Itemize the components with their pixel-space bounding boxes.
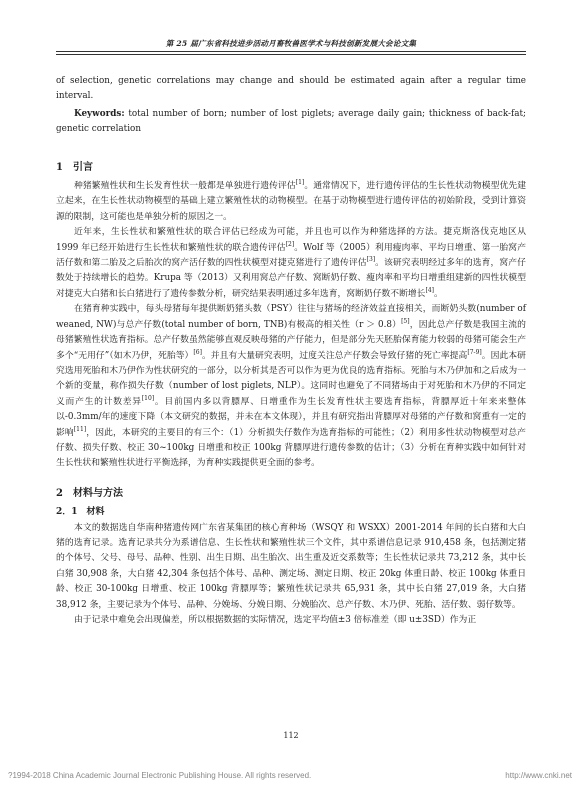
citation-marker: [2] xyxy=(285,240,295,248)
citation-marker: [1] xyxy=(295,179,305,187)
keywords-label: Keywords: xyxy=(74,108,125,119)
section-2-paragraph-2: 由于记录中难免会出现偏差，所以根据数据的实际情况，选定平均值±3 倍标准差（即 u±3SD）作为正 xyxy=(74,615,477,625)
keywords-text: total number of born; number of lost piglets; average daily gain; thickness of back-fat; genetic correlation xyxy=(56,108,526,135)
abstract-tail: of selection, genetic correlations may change and should be estimated again after a regular time interval. xyxy=(56,76,526,102)
running-header: 第 25 届广东省科技进步活动月畜牧兽医学术与科技创新发展大会论文集 xyxy=(165,39,417,48)
section-1-heading: 1 引言 xyxy=(56,161,93,173)
header-rule-thin xyxy=(56,54,526,55)
citation-marker: [5] xyxy=(401,317,410,325)
subsection-2-1-heading: 2．1 材料 xyxy=(56,507,105,518)
citation-marker: [11] xyxy=(73,425,87,433)
section-2-heading: 2 材料与方法 xyxy=(56,487,123,499)
citation-marker: [10] xyxy=(141,394,155,402)
section-1-paragraph-2: 近年来，生长性状和繁殖性状的联合评估已经成为可能，并且也可以作为种猪选择的方法。捷克斯洛伐克地区从 1999 年已经开始进行生长性状和繁殖性状的联合遗传评估[2]。Wolf 等（2005）利用瘦肉率、平均日增重、第一胎窝产活仔数和第二胎及之后胎次的窝产活仔数的四性状模型对捷克猪进行了遗传评估[3]。该研究表明经过多年的选育，窝产仔数处于持续增长的趋势。Krupa 等（2013）又利用窝总产仔数、窝断奶仔数、瘦肉率和平均日增重组建新的四性状模型对捷克大白猪和长白猪进行了遗传参数分析，研究结果表明通过多年选育，窝断奶仔数不断增长[4]。 xyxy=(56,227,526,299)
section-1-paragraph-1: 种猪繁殖性状和生长发育性状一般都是单独进行遗传评估[1]。通常情况下，进行遗传评估的生长性状动物模型优先建立起来，在生长性状动物模型的基础上建立繁殖性状的动物模型。在基于动物模型进行遗传评估的初始阶段，受到计算资源的限制，这可能也是单独分析的原因之一。 xyxy=(56,179,526,222)
page-number: 112 xyxy=(283,731,299,740)
section-2-paragraph-1: 本文的数据选自华南种猪遗传网广东省某集团的核心育种场（WSQY 和 WSXX）2001-2014 年间的长白猪和大白猪的选育记录。选育记录共分为系谱信息、生长性状和繁殖性状三个文件，其中系谱信息记录 910,458 条，包括测定猪的个体号、父号、母号、品种、性别、出生日期、出生胎次、出生重及近交系数等；生长性状记录共 73,212 条，其中长白猪 30,908 条，大白猪 42,304 条包括个体号、品种、测定场、测定日期、校正 20kg 体重日龄、校正 100kg 体重日龄、校正 30-100kg 日增重、校正 100kg 背膘厚等；繁殖性状记录共 65,931 条，其中长白猪 27,019 条，大白猪 38,912 条，主要记录为个体号、品种、分娩场、分娩日期、分娩胎次、总产仔数、木乃伊、死胎、活仔数、弱仔数等。 xyxy=(56,522,526,610)
citation-marker: [4] xyxy=(425,286,434,294)
footer-url[interactable]: http://www.cnki.net xyxy=(505,771,572,780)
article-body xyxy=(56,74,526,628)
keywords xyxy=(56,107,526,138)
section-1-paragraph-3: 在猪育种实践中，每头母猪每年提供断奶猪头数（PSY）往往与猪场的经济效益直接相关，而断奶头数(number of weaned, NW)与总产仔数(total number of born, TNB)有极高的相关性（r ＞ 0.8）[5]，因此总产仔数是我国主流的母猪繁殖性状选育指标。总产仔数虽然能够直观反映母猪的产仔能力，但是部分先天胚胎保育能力较弱的母猪可能会生产多个“无用仔”（如木乃伊，死胎等）[6]。并且有大量研究表明，过度关注总产仔数会导致仔猪的死亡率提高[7-9]。因此本研究选用死胎和木乃伊作为性状研究的一部分，以分析其是否可以作为更为优良的选育指标。死胎与木乃伊加和之后成为一个新的变量，称作损失仔数（number of lost piglets, NLP）。这同时也避免了不同猪场由于对死胎和木乃伊的不同定义而产生的计数差异[10]。目前国内多以背膘厚、日增重作为生长发育性状主要选育指标，背膘厚近十年来来整体以-0.3mm/年的速度下降（本文研究的数据，并未在本文体现），并且有研究指出背膘厚对母猪的产仔数和窝重有一定的影响[11]，因此，本研究的主要目的有三个：（1）分析损失仔数作为选育指标的可能性；（2）利用多性状动物模型对总产仔数、损失仔数、校正 30~100kg 日增重和校正 100kg 背膘厚进行遗传参数的估计；（3）分析在育种实践中如何针对生长性状和繁殖性状进行平衡选择，为育种实践提供更全面的参考。 xyxy=(56,304,526,469)
citation-marker: [6] xyxy=(193,348,202,356)
footer-copyright: ?1994-2018 China Academic Journal Electronic Publishing House. All rights reserved. xyxy=(8,771,312,780)
citation-marker: [3] xyxy=(366,256,376,264)
header-rule xyxy=(56,51,526,52)
citation-marker: [7-9] xyxy=(467,348,482,356)
